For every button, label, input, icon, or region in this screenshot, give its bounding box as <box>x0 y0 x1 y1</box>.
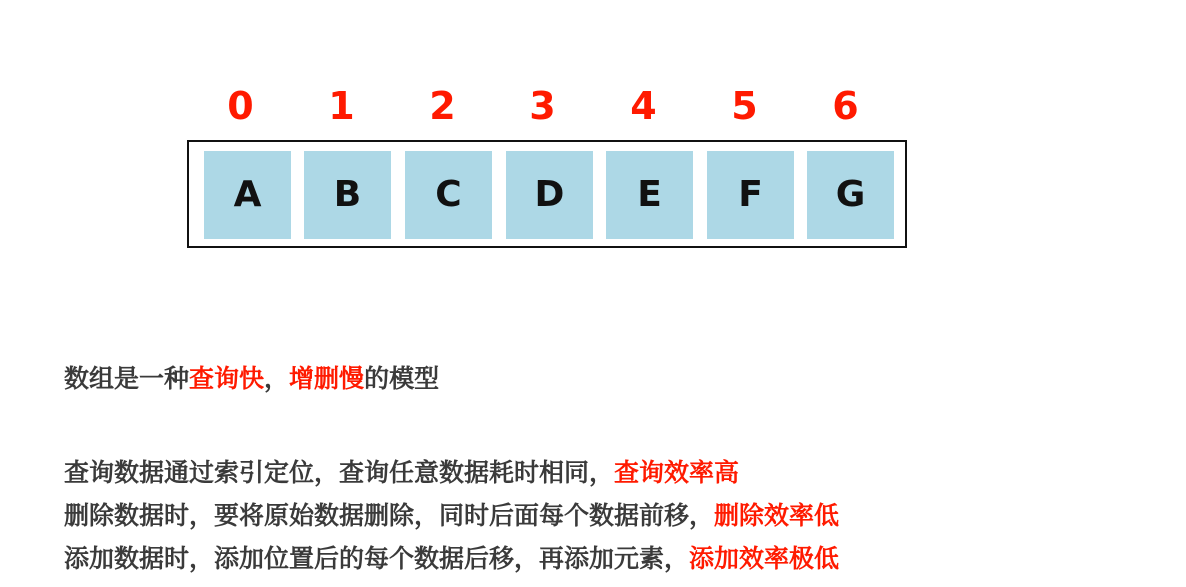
index-label: 3 <box>529 84 556 128</box>
detail-highlight: 删除效率低 <box>714 501 840 530</box>
detail-text: 添加数据时，添加位置后的每个数据后移，再添加元素， <box>64 544 690 573</box>
array-cell: D <box>506 151 593 239</box>
index-label: 4 <box>630 84 657 128</box>
array-cell: E <box>606 151 693 239</box>
index-label: 6 <box>832 84 859 128</box>
detail-highlight: 查询效率高 <box>614 458 740 487</box>
detail-line-query <box>64 456 739 490</box>
array-cell: B <box>304 151 391 239</box>
array-cell: G <box>807 151 894 239</box>
detail-text: 查询数据通过索引定位，查询任意数据耗时相同， <box>64 458 615 487</box>
detail-highlight: 添加效率极低 <box>689 544 840 573</box>
array-cell: F <box>707 151 794 239</box>
summary-text: 的模型 <box>364 364 440 393</box>
index-label: 5 <box>731 84 758 128</box>
detail-line-delete <box>64 499 839 533</box>
array-cell: C <box>405 151 492 239</box>
summary-text: ， <box>264 364 290 393</box>
index-label: 0 <box>227 84 254 128</box>
index-label: 1 <box>328 84 355 128</box>
summary-line <box>64 362 439 396</box>
index-row <box>197 82 903 130</box>
array-cell: A <box>204 151 291 239</box>
summary-highlight: 增删慢 <box>289 364 365 393</box>
index-label: 2 <box>429 84 456 128</box>
detail-text: 删除数据时，要将原始数据删除，同时后面每个数据前移， <box>64 501 715 530</box>
summary-text: 数组是一种 <box>64 364 190 393</box>
detail-line-add <box>64 542 839 576</box>
summary-highlight: 查询快 <box>189 364 265 393</box>
